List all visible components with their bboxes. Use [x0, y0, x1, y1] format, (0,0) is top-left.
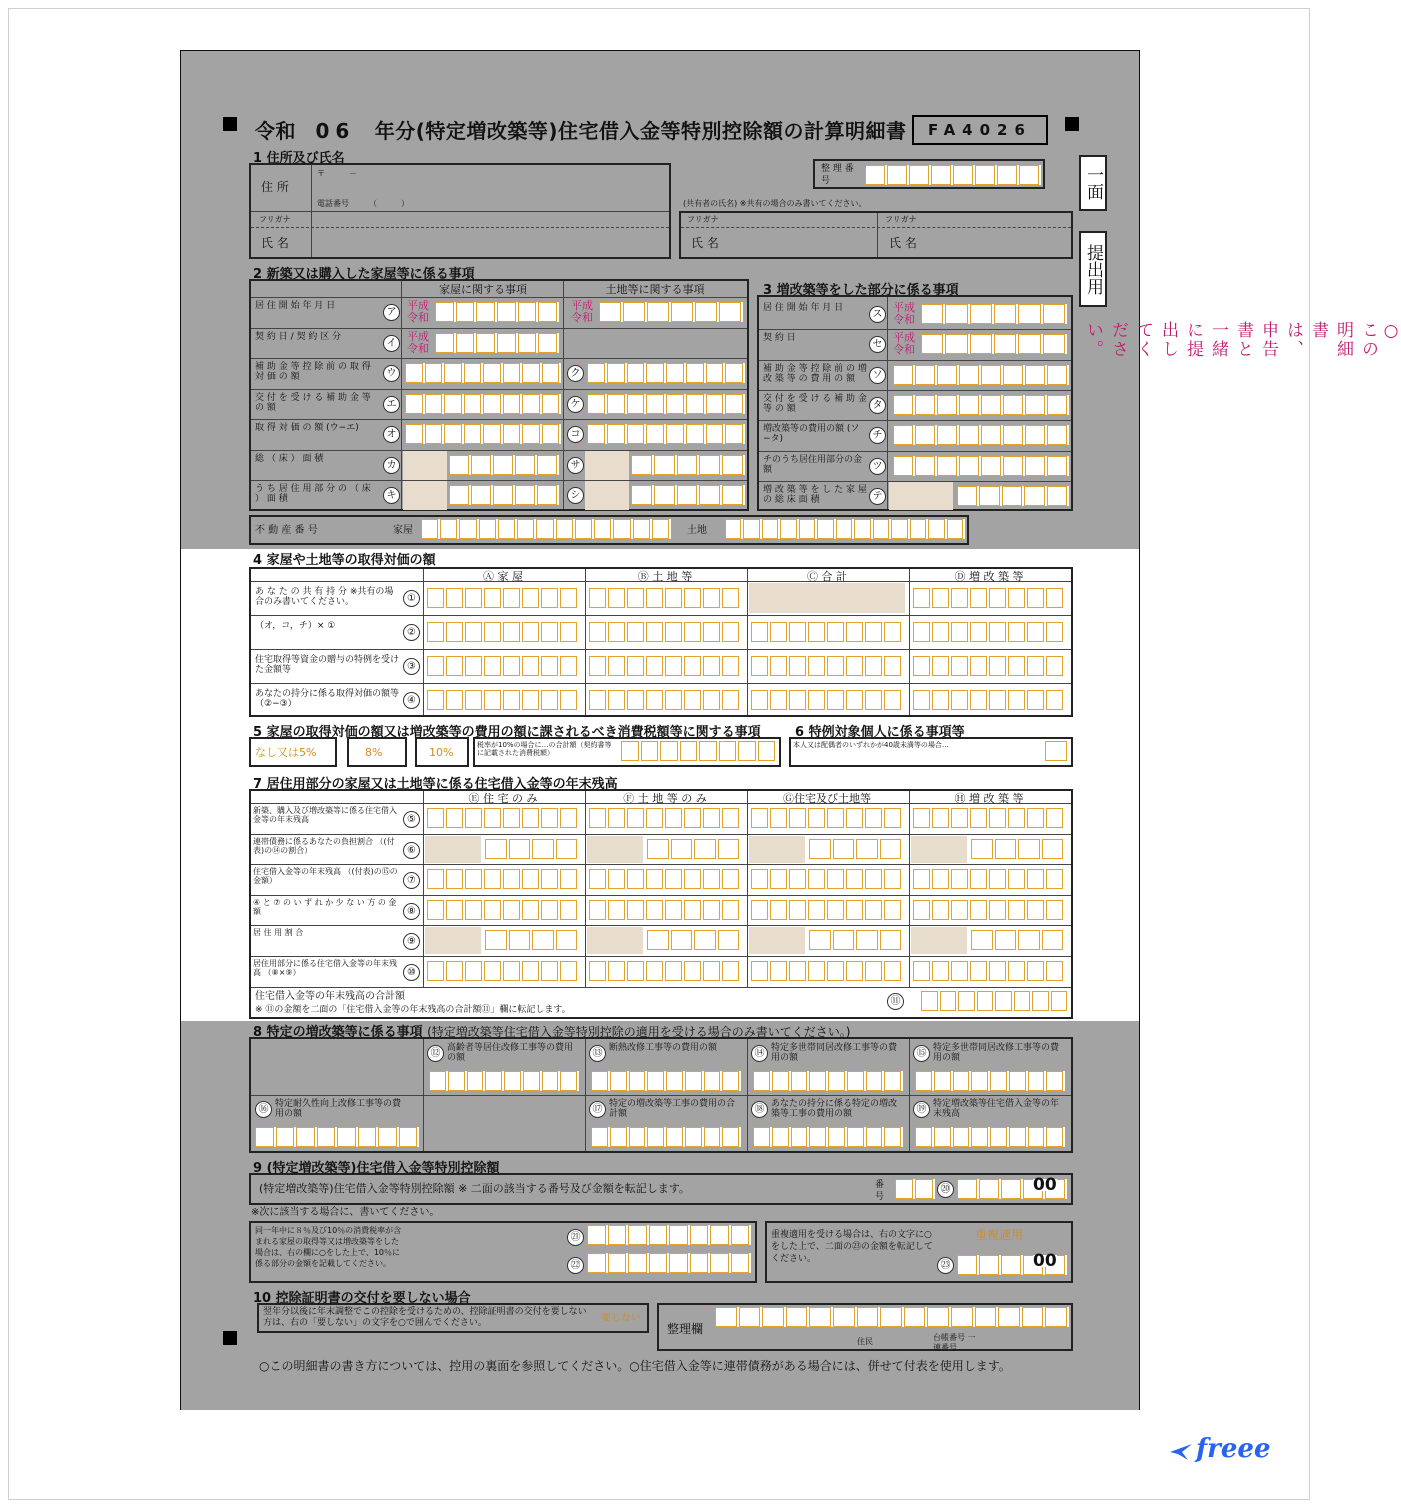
s4-cells-1-0[interactable]: [427, 622, 579, 642]
section-9-title: 9 (特定増改築等)住宅借入金等特別控除額: [253, 1161, 500, 1176]
no-certificate-text: 翌年分以後に年末調整でこの控除を受けるための、控除証明書の交付を要しない方は、右の「要しない」の文字を○で囲んでください。: [263, 1307, 587, 1328]
co-owner-note: (共有者の氏名) ※共有の場合のみ書いてください。: [683, 199, 867, 208]
s3-era-reiwa-1: 令和: [893, 343, 915, 357]
era-reiwa-0: 令和: [407, 311, 429, 324]
section-9-zeros: 00: [1033, 1175, 1057, 1195]
circle-ツ: ツ: [869, 458, 886, 475]
s3-row-label-0: 居 住 開 始 年 月 日: [763, 303, 844, 313]
realestate-house-cells[interactable]: [421, 519, 671, 539]
s2-land-amount-2[interactable]: [587, 363, 745, 383]
tax-amount-cells[interactable]: [621, 741, 777, 761]
s7-cells-3-3[interactable]: [913, 900, 1065, 920]
s8-item-label-1: 断熱改修工事等の費用の額: [609, 1043, 718, 1053]
circle-7: ⑦: [403, 872, 420, 889]
circle-14: ⑭: [751, 1045, 768, 1062]
title-text: 年分(特定増改築等)住宅借入金等特別控除額の計算明細書: [374, 119, 907, 143]
resident-label: 住民: [857, 1337, 873, 1346]
circle-キ: キ: [383, 487, 400, 504]
ledger-label: 台帳番号 一連番号: [933, 1333, 976, 1352]
s3-row-label-4: 増改築等の費用の額 (ソ−タ): [763, 424, 860, 445]
section-9-number-label: 番号: [875, 1180, 885, 1202]
s7-cells-1-3[interactable]: [971, 839, 1065, 859]
section-9-number-cells[interactable]: [895, 1179, 935, 1199]
era-heisei-0: 平成: [407, 299, 429, 312]
s2-house-amount-4[interactable]: [405, 424, 561, 444]
s7-row-label-3: ④ と ⑦ の い ず れ か 少 な い 方 の 金 額: [253, 897, 397, 916]
s4-row-label-0: あ な た の 共 有 持 分 ※共有の場合のみ書いてください。: [255, 587, 394, 607]
brand-name: freee: [1196, 1434, 1271, 1464]
corner-marker: [1065, 117, 1079, 131]
s4-header-2: Ⓒ 合 計: [807, 570, 847, 583]
s7-cells-2-0[interactable]: [427, 869, 579, 889]
s2-land-amount-3[interactable]: [587, 394, 745, 414]
circle-2: ②: [403, 624, 420, 641]
year-field[interactable]: 06: [315, 119, 356, 143]
bird-icon: [1168, 1438, 1194, 1464]
tax-form: [180, 50, 1401, 1410]
section-1-title: 1 住所及び氏名: [253, 151, 345, 166]
address-label: 住 所: [261, 180, 289, 194]
dup-label: 重複適用を受ける場合は、右の文字に○をした上で、二面の㉓の金額を転記してください。: [771, 1230, 933, 1264]
s7-cells-5-0[interactable]: [427, 961, 579, 981]
internal-ref-label: 整理欄: [667, 1322, 704, 1336]
section-2-title: 2 新築又は購入した家屋等に係る事項: [253, 267, 475, 282]
circle-1: ①: [403, 590, 420, 607]
circle-シ: シ: [567, 487, 584, 504]
s4-cells-3-0[interactable]: [427, 690, 579, 710]
s7-cells-2-3[interactable]: [913, 869, 1065, 889]
reference-number-cells[interactable]: [865, 165, 1041, 185]
s3-amount-5[interactable]: [893, 456, 1069, 476]
s8-cells-0[interactable]: [429, 1071, 579, 1091]
circle-11: ⑪: [887, 993, 904, 1010]
circle-8: ⑧: [403, 903, 420, 920]
s3-era-heisei-1: 平成: [893, 331, 915, 345]
section-9-label: (特定増改築等)住宅借入金等特別控除額 ※ 二面の該当する番号及び金額を転記します。: [259, 1182, 690, 1195]
s2-row-label-5: 総 （ 床 ） 面 積: [255, 453, 324, 464]
circle-ア: ア: [383, 304, 400, 321]
s7-cells-0-1[interactable]: [589, 808, 741, 828]
s3-row-label-1: 契 約 日: [763, 333, 796, 344]
form-title: [255, 115, 907, 144]
circle-ス: ス: [869, 306, 886, 323]
s7-cells-2-2[interactable]: [751, 869, 903, 889]
copy-label: 一面: [1079, 155, 1107, 211]
circle-コ: コ: [567, 426, 584, 443]
land-era-reiwa: 令和: [571, 311, 593, 324]
circle-タ: タ: [869, 397, 886, 414]
s3-row-label-2: 補 助 金 等 控 除 前 の 増 改 築 等 の 費 用 の 額: [763, 363, 867, 384]
s7-cells-3-1[interactable]: [589, 900, 741, 920]
s2-house-area-6[interactable]: [449, 485, 559, 505]
s8-cells-7[interactable]: [915, 1127, 1065, 1147]
circle-17: ⑰: [589, 1101, 606, 1118]
s3-era-reiwa-0: 令和: [893, 313, 915, 326]
dup-word[interactable]: 重複適用: [975, 1228, 1024, 1242]
section-8-title: 8 特定の増改築等に係る事項 (特定増改築等住宅借入金等特別控除の適用を受ける場合のみ書いてください。): [253, 1025, 851, 1040]
s3-row-label-5: チのうち居住用部分の金額: [763, 454, 863, 475]
circle-9: ⑨: [403, 933, 420, 950]
s3-amount-4[interactable]: [893, 425, 1069, 445]
realestate-house-label: 家屋: [393, 525, 413, 536]
circle-ケ: ケ: [567, 396, 584, 413]
circle-19: ⑲: [913, 1101, 930, 1118]
phone-label: 電話番号 （ ）: [317, 199, 409, 208]
s4-cells-2-3[interactable]: [913, 656, 1065, 676]
s7-cells-1-1[interactable]: [647, 839, 741, 859]
circle-イ: イ: [383, 335, 400, 352]
s3-area-6[interactable]: [957, 486, 1069, 506]
circle-カ: カ: [383, 457, 400, 474]
s4-row-label-2: 住宅取得等資金の贈与の特例を受けた金額等: [255, 655, 400, 675]
s4-cells-1-3[interactable]: [913, 622, 1065, 642]
s8-cells-6[interactable]: [753, 1127, 903, 1147]
s4-header-1: Ⓑ 土 地 等: [637, 570, 693, 583]
section-4-title: 4 家屋や土地等の取得対価の額: [253, 553, 436, 568]
s7-cells-0-0[interactable]: [427, 808, 579, 828]
section-3-title: 3 増改築等をした部分に係る事項: [763, 283, 959, 298]
s2-row-label-3: 交 付 を 受 け る 補 助 金 等 の 額: [255, 392, 371, 413]
land-era-heisei: 平成: [571, 299, 593, 312]
circle-セ: セ: [869, 336, 886, 353]
reference-number-label: 整 理 番 号: [821, 164, 854, 186]
tax-option-8-label: 8%: [365, 746, 383, 759]
tax-option-10-label: 10%: [429, 746, 454, 759]
s7-cells-0-2[interactable]: [751, 808, 903, 828]
s8-item-label-6: あなたの持分に係る特定の増改築等工事の費用の額: [771, 1099, 898, 1119]
furigana-label: フリガナ: [259, 215, 291, 224]
house-header: 家屋に関する事項: [439, 283, 527, 296]
circle-18: ⑱: [751, 1101, 768, 1118]
circle-ク: ク: [567, 365, 584, 382]
s4-row-label-1: （オ，コ，チ）× ①: [255, 621, 336, 631]
circle-サ: サ: [567, 457, 584, 474]
section-5-title: 5 家屋の取得対価の額又は増改築等の費用の額に課されるべき消費税額等に関する事項: [253, 725, 761, 740]
circle-4: ④: [403, 692, 420, 709]
circle-5: ⑤: [403, 811, 420, 828]
internal-ref-cells[interactable]: [715, 1307, 1069, 1327]
s3-amount-2[interactable]: [893, 365, 1069, 385]
s8-item-label-0: 高齢者等居住改修工事等の費用の額: [447, 1043, 574, 1063]
section-7-title: 7 居住用部分の家屋又は土地等に係る住宅借入金等の年末残高: [253, 777, 618, 792]
circle-21: ㉑: [567, 1229, 584, 1246]
s7-cells-5-1[interactable]: [589, 961, 741, 981]
s2-row-label-2: 補 助 金 等 控 除 前 の 取 得 対 価 の 額: [255, 362, 371, 382]
s4-cells-2-0[interactable]: [427, 656, 579, 676]
s2-date-cells-0[interactable]: [435, 302, 559, 322]
circle-16: ⑯: [255, 1101, 272, 1118]
s3-date-cells-1[interactable]: [921, 334, 1067, 354]
circle-22: ㉒: [567, 1257, 584, 1274]
s7-total-label: 住宅借入金等の年末残高の合計額: [255, 991, 405, 1002]
special-person-cell[interactable]: [1045, 741, 1069, 761]
s2-land-area-6[interactable]: [631, 485, 745, 505]
s8-cells-1[interactable]: [591, 1071, 741, 1091]
era: 令和: [255, 119, 296, 143]
co-owner-furigana-2: フリガナ: [885, 215, 917, 224]
s7-row-label-5: 居住用部分に係る住宅借入金等の年末残高 （⑧×⑨）: [253, 958, 397, 977]
realestate-land-label: 土地: [687, 525, 707, 536]
s4-cells-3-3[interactable]: [913, 690, 1065, 710]
s8-item-label-5: 特定の増改築等工事の費用の合計額: [609, 1099, 736, 1119]
no-certificate-word[interactable]: 要しない: [601, 1313, 641, 1324]
corner-marker: [223, 117, 237, 131]
s4-cells-1-2[interactable]: [751, 622, 903, 642]
s7-cells-4-3[interactable]: [971, 930, 1065, 950]
side-note: ○ この明細書は、申告書と一緒に提出してください。: [1083, 321, 1401, 359]
s2-land-date-cells[interactable]: [599, 302, 743, 322]
amount-23-zeros: 00: [1033, 1251, 1057, 1271]
s2-land-area-5[interactable]: [631, 455, 745, 475]
section-9-case-label: 同一年中に８％及び10％の消費税率が含まれる家屋の取得等又は増改築等をした場合は、右の欄に○をした上で、10％に係る部分の金額を記載してください。: [255, 1226, 402, 1268]
s7-cells-4-1[interactable]: [647, 930, 741, 950]
s7-cells-4-0[interactable]: [485, 930, 579, 950]
s4-cells-0-1[interactable]: [589, 588, 741, 608]
s2-row-label-1: 契 約 日 / 契 約 区 分: [255, 331, 342, 342]
s7-cells-5-3[interactable]: [913, 961, 1065, 981]
circle-6: ⑥: [403, 842, 420, 859]
realestate-land-cells[interactable]: [725, 519, 965, 539]
s7-cells-3-0[interactable]: [427, 900, 579, 920]
postal-mark: 〒 －: [317, 169, 357, 178]
submit-label: 提出用: [1079, 231, 1107, 307]
s7-row-label-0: 新築、購入及び増改築等に係る住宅借入金等の年末残高: [253, 806, 397, 824]
s7-cells-5-2[interactable]: [751, 961, 903, 981]
s7-cells-1-2[interactable]: [809, 839, 903, 859]
s8-item-label-2: 特定多世帯同居改修工事等の費用の額: [771, 1043, 898, 1063]
circle-3: ③: [403, 658, 420, 675]
s7-cells-4-2[interactable]: [809, 930, 903, 950]
s7-cells-3-2[interactable]: [751, 900, 903, 920]
s7-header-1: Ⓕ 土 地 等 の み: [623, 792, 707, 805]
circle-20: ⑳: [937, 1181, 954, 1198]
section-10-title: 10 控除証明書の交付を要しない場合: [253, 1291, 471, 1306]
s2-house-amount-3[interactable]: [405, 394, 561, 414]
s7-header-0: Ⓔ 住 宅 の み: [468, 792, 538, 805]
s3-amount-3[interactable]: [893, 395, 1069, 415]
s2-house-area-5[interactable]: [449, 455, 559, 475]
s7-row-label-1: 連帯債務に係るあなたの負担割合 （(付表)の⑭の割合）: [253, 836, 395, 855]
era-reiwa-1: 令和: [407, 341, 429, 355]
s7-cells-1-0[interactable]: [485, 839, 579, 859]
s7-header-3: Ⓗ 増 改 築 等: [954, 792, 1024, 805]
s7-row-label-4: 居 住 用 割 合: [253, 928, 304, 937]
s4-cells-2-2[interactable]: [751, 656, 903, 676]
co-owner-box: [679, 211, 1073, 259]
freee-logo: [1172, 1434, 1271, 1464]
s8-cells-5[interactable]: [591, 1127, 741, 1147]
amount-21-cells[interactable]: [587, 1225, 751, 1245]
s2-house-amount-2[interactable]: [405, 363, 561, 383]
co-owner-furigana-1: フリガナ: [687, 215, 719, 224]
s4-cells-1-1[interactable]: [589, 622, 741, 642]
circle-エ: エ: [383, 396, 400, 413]
circle-ソ: ソ: [869, 367, 886, 384]
form-code: FA4026: [912, 115, 1048, 145]
s2-date-cells-1[interactable]: [435, 333, 559, 353]
amount-22-cells[interactable]: [587, 1253, 751, 1273]
s3-era-heisei-0: 平成: [893, 301, 915, 314]
circle-23: ㉓: [937, 1257, 954, 1274]
section-6-title: 6 特例対象個人に係る事項等: [795, 725, 965, 740]
s7-total-cells[interactable]: [921, 991, 1069, 1011]
s7-header-2: Ⓖ住宅及び土地等: [783, 792, 871, 805]
land-header: 土地等に関する事項: [605, 283, 705, 296]
tax-amount-note: 税率が10%の場合に…の合計額（契約書等に記載された消費税額）: [477, 741, 612, 757]
s4-row-label-3: あなたの持分に係る取得対価の額等 （②−③）: [255, 689, 400, 709]
circle-10: ⑩: [403, 964, 420, 981]
s2-land-amount-4[interactable]: [587, 424, 745, 444]
s4-header-3: Ⓓ 増 改 築 等: [954, 570, 1024, 583]
co-owner-name-label-2: 氏 名: [889, 236, 917, 250]
s4-cells-0-3[interactable]: [913, 588, 1065, 608]
s8-cells-2[interactable]: [753, 1071, 903, 1091]
special-person-note: 本人又は配偶者のいずれかが40歳未満等の場合…: [793, 741, 949, 749]
s3-date-cells-0[interactable]: [921, 304, 1067, 324]
circle-チ: チ: [869, 427, 886, 444]
s4-header-0: Ⓐ 家 屋: [483, 570, 523, 583]
s3-row-label-3: 交 付 を 受 け る 補 助 金 等 の 額: [763, 393, 867, 414]
s8-cells-4[interactable]: [255, 1127, 419, 1147]
footer-note: ○この明細書の書き方については、控用の裏面を参照してください。○住宅借入金等に連帯債務がある場合には、併せて付表を使用します。: [259, 1359, 1011, 1373]
circle-テ: テ: [869, 488, 886, 505]
circle-12: ⑫: [427, 1045, 444, 1062]
circle-13: ⑬: [589, 1045, 606, 1062]
s2-row-label-0: 居 住 開 始 年 月 日: [255, 301, 336, 311]
name-label: 氏 名: [261, 236, 289, 250]
s3-row-label-6: 増 改 築 等 を し た 家 屋 の 総 床 面 積: [763, 484, 867, 505]
s8-cells-3[interactable]: [915, 1071, 1065, 1091]
s4-cells-3-1[interactable]: [589, 690, 741, 710]
circle-ウ: ウ: [383, 365, 400, 382]
circle-オ: オ: [383, 426, 400, 443]
s2-row-label-4: 取 得 対 価 の 額 (ウ−エ): [255, 423, 359, 433]
s7-cells-2-1[interactable]: [589, 869, 741, 889]
section-9-note: ※次に該当する場合に、書いてください。: [251, 1207, 440, 1218]
realestate-label: 不 動 産 番 号: [255, 525, 318, 536]
s8-item-label-7: 特定増改築等住宅借入金等の年末残高: [933, 1099, 1060, 1119]
s7-row-label-2: 住宅借入金等の年末残高 （(付表)の⑮の金額）: [253, 867, 398, 885]
s4-cells-2-1[interactable]: [589, 656, 741, 676]
circle-15: ⑮: [913, 1045, 930, 1062]
corner-marker: [223, 1331, 237, 1345]
co-owner-name-label-1: 氏 名: [691, 236, 719, 250]
tax-option-none-label: なし又は5%: [255, 746, 317, 759]
s7-cells-0-3[interactable]: [913, 808, 1065, 828]
era-heisei-1: 平成: [407, 329, 429, 343]
s8-item-label-3: 特定多世帯同居改修工事等の費用の額: [933, 1043, 1060, 1063]
s7-total-note: ※ ⑪の金額を二面の「住宅借入金等の年末残高の合計額⑪」欄に転記します。: [255, 1005, 571, 1015]
s4-cells-0-0[interactable]: [427, 588, 579, 608]
s4-cells-3-2[interactable]: [751, 690, 903, 710]
s2-row-label-6: う ち 居 住 用 部 分 の （ 床 ） 面 積: [255, 484, 371, 504]
s8-item-label-4: 特定耐久性向上改修工事等の費用の額: [275, 1099, 402, 1119]
